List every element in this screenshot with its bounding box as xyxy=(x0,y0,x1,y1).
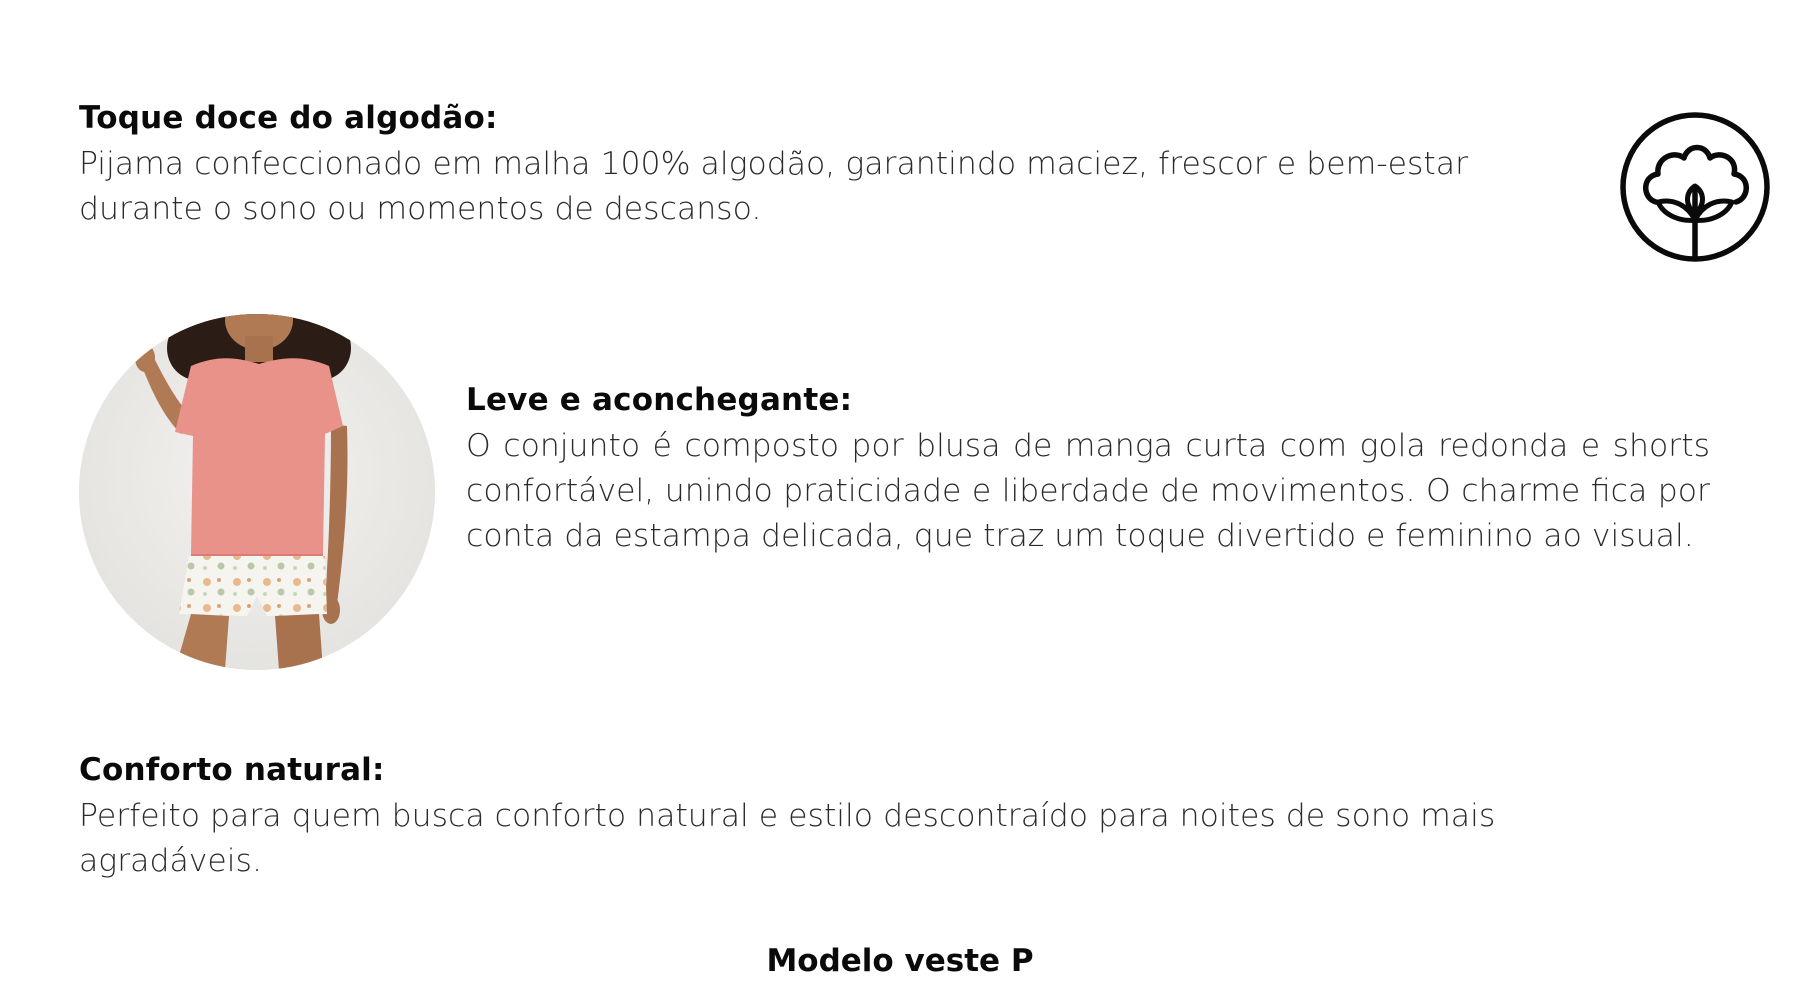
section-text-natural-comfort: Perfeito para quem busca conforto natural e estilo descontraído para noites de sono mais agradáveis. xyxy=(79,798,1496,879)
model-size-note: Modelo veste P xyxy=(766,943,1034,979)
section-title-cotton-touch: Toque doce do algodão: xyxy=(79,100,498,136)
cotton-icon xyxy=(1618,110,1772,264)
section-title-light-cozy: Leve e aconchegante: xyxy=(466,382,853,418)
model-photo xyxy=(79,314,435,670)
section-text-cotton-touch: Pijama confeccionado em malha 100% algodão, garantindo maciez, frescor e bem-estar durante o sono ou momentos de descanso. xyxy=(79,146,1469,227)
section-text-light-cozy: O conjunto é composto por blusa de manga curta com gola redonda e shorts confortável, unindo praticidade e liberdade de movimentos. O charme fica por conta da estampa delicada, que traz um toque divertido e feminino ao visual. xyxy=(466,428,1710,554)
section-title-natural-comfort: Conforto natural: xyxy=(79,752,385,788)
